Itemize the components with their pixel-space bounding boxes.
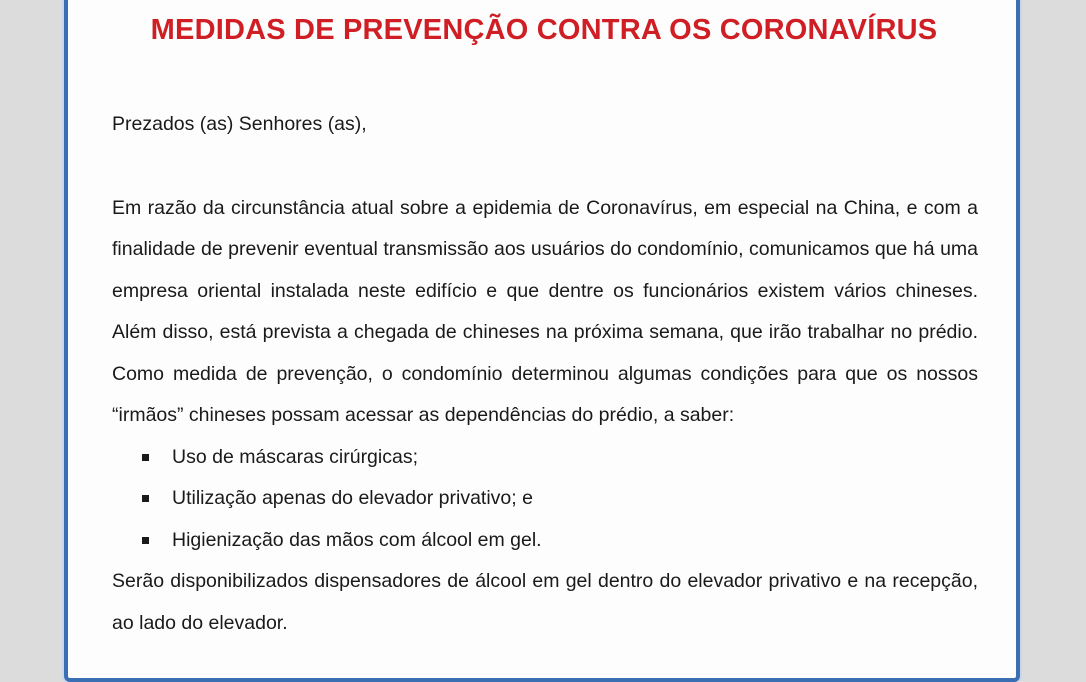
document-body <box>112 104 978 644</box>
list-item <box>112 478 978 520</box>
bullet-icon <box>142 495 149 502</box>
list-item <box>112 437 978 479</box>
paragraph-main: Em razão da circunstância atual sobre a epidemia de Coronavírus, em especial na China, e com a finalidade de prevenir eventual transmissão aos usuários do condomínio, comunicamos que há uma empresa oriental instalada neste edifício e que dentre os funcionários existem vários chineses. Além disso, está prevista a chegada de chineses na próxima semana, que irão trabalhar no prédio. Como medida de prevenção, o condomínio determinou algumas condições para que os nossos “irmãos” chineses possam acessar as dependências do prédio, a saber: <box>112 196 978 426</box>
bullet-icon <box>142 537 149 544</box>
paragraph-closing: Serão disponibilizados dispensadores de álcool em gel dentro do elevador privativo e na recepção, ao lado do elevador. <box>112 570 978 634</box>
measures-list <box>112 437 978 562</box>
list-item <box>112 520 978 562</box>
bullet-icon <box>142 454 149 461</box>
list-item-text: Utilização apenas do elevador privativo; e <box>172 487 533 509</box>
list-item-text: Uso de máscaras cirúrgicas; <box>172 445 418 468</box>
document-title: MEDIDAS DE PREVENÇÃO CONTRA OS CORONAVÍRUS <box>150 14 938 46</box>
salutation: Prezados (as) Senhores (as), <box>112 113 367 135</box>
list-item-text: Higienização das mãos com álcool em gel. <box>172 528 542 551</box>
